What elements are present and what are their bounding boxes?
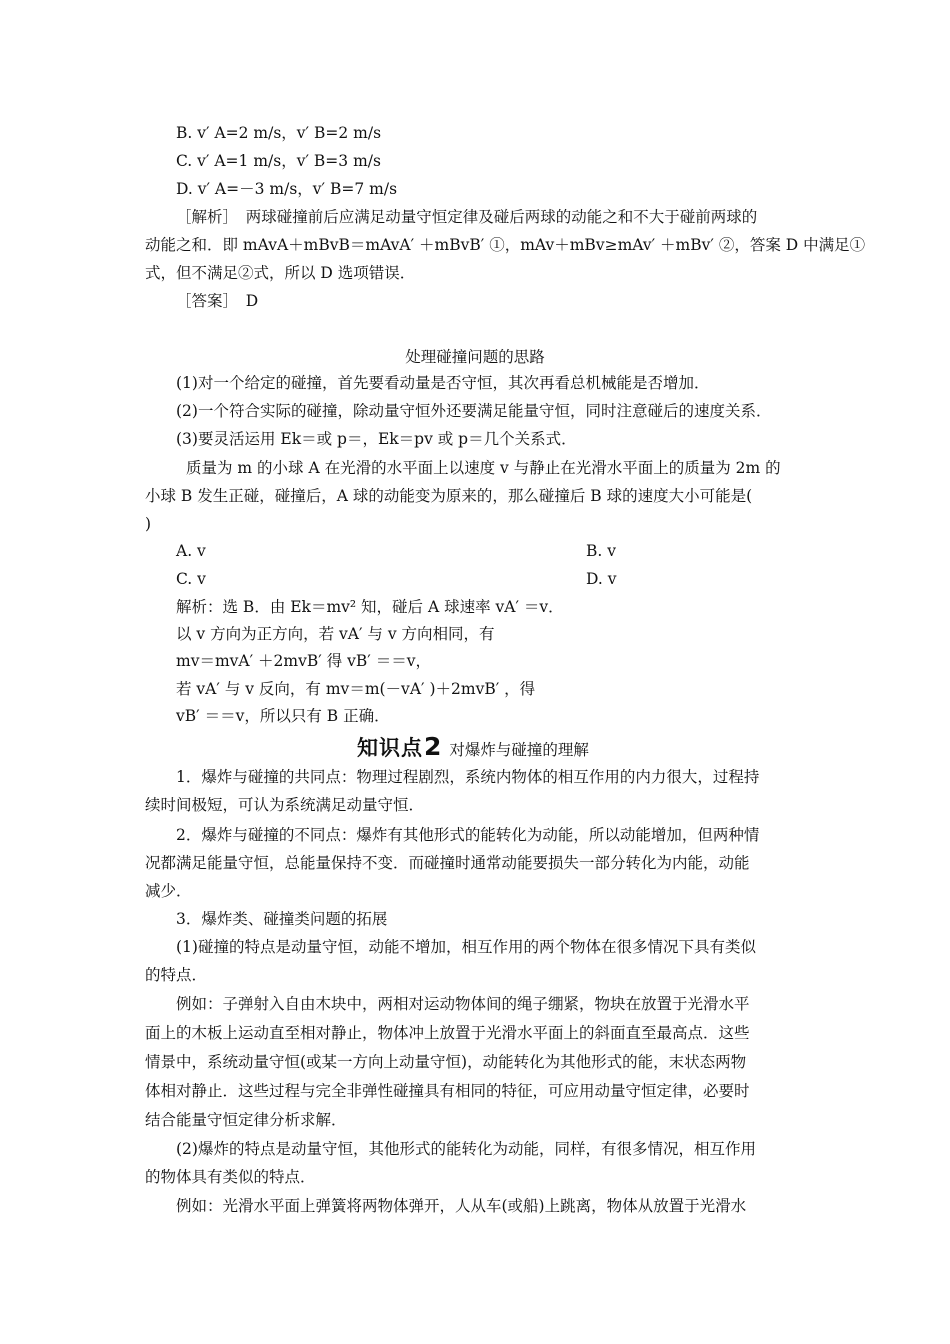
analysis-line: ［解析］ 两球碰撞前后应满足动量守恒定律及碰后两球的动能之和不大于碰前两球的 <box>176 208 758 226</box>
choice-b: B. v <box>586 542 617 560</box>
body-line: 2．爆炸与碰撞的不同点：爆炸有其他形式的能转化为动能，所以动能增加，但两种情 <box>176 826 760 844</box>
choice-c: C. v <box>176 570 206 588</box>
body-line: 例如：子弹射入自由木块中，两相对运动物体间的绳子绷紧，物块在放置于光滑水平 <box>176 995 750 1013</box>
body-line: 减少． <box>145 882 192 900</box>
body-line: 的物体具有类似的特点． <box>145 1168 316 1186</box>
method-item: (1)对一个给定的碰撞，首先要看动量是否守恒，其次再看总机械能是否增加． <box>176 374 710 392</box>
choice-d: D. v <box>586 570 617 588</box>
solution-line: mv＝mvA′ ＋2mvB′ 得 vB′ ＝＝v， <box>176 652 431 670</box>
body-line: 面上的木板上运动直至相对静止，物体冲上放置于光滑水平面上的斜面直至最高点．这些 <box>145 1024 750 1042</box>
body-line: 1．爆炸与碰撞的共同点：物理过程剧烈，系统内物体的相互作用的内力很大，过程持 <box>176 768 760 786</box>
solution-line: vB′ ＝＝v，所以只有 B 正确． <box>176 707 390 725</box>
body-line: 续时间极短，可认为系统满足动量守恒． <box>145 796 425 814</box>
option-d-line: D. v′ A=－3 m/s，v′ B=7 m/s <box>176 180 398 198</box>
section-number: 2 <box>424 732 442 761</box>
solution-line: 解析：选 B．由 Ek＝mv² 知，碰后 A 球速率 vA′ ＝v． <box>176 598 564 616</box>
method-title: 处理碰撞问题的思路 <box>405 348 545 366</box>
body-line: 情景中，系统动量守恒(或某一方向上动量守恒)，动能转化为其他形式的能，末状态两物 <box>145 1053 747 1071</box>
choice-a: A. v <box>176 542 206 560</box>
section-heading <box>357 733 589 764</box>
analysis-line: 动能之和．即 mAvA＋mBvB＝mAvA′ ＋mBvB′ ①，mAv＋mBv≥mAv′ ＋mBv′ ②，答案 D 中满足① <box>145 236 866 254</box>
section-label: 知识点 <box>357 736 423 760</box>
method-item: (3)要灵活运用 Ek＝或 p＝，Ek＝pv 或 p＝几个关系式． <box>176 430 577 448</box>
body-line: 的特点． <box>145 966 208 984</box>
section-title: 对爆炸与碰撞的理解 <box>449 741 589 759</box>
question-line: 质量为 m 的小球 A 在光滑的水平面上以速度 v 与静止在光滑水平面上的质量为 2m 的 <box>186 459 781 477</box>
body-line: 体相对静止．这些过程与完全非弹性碰撞具有相同的特征，可应用动量守恒定律，必要时 <box>145 1082 750 1100</box>
option-c-line: C. v′ A=1 m/s，v′ B=3 m/s <box>176 152 381 170</box>
body-line: 例如：光滑水平面上弹簧将两物体弹开，人从车(或船)上跳离，物体从放置于光滑水 <box>176 1197 747 1215</box>
body-line: 结合能量守恒定律分析求解． <box>145 1111 347 1129</box>
solution-line: 若 vA′ 与 v 反向，有 mv＝m(－vA′ )＋2mvB′ ，得 <box>176 680 536 698</box>
solution-line: 以 v 方向为正方向，若 vA′ 与 v 方向相同，有 <box>176 625 495 643</box>
body-line: (2)爆炸的特点是动量守恒，其他形式的能转化为动能，同样，有很多情况，相互作用 <box>176 1140 756 1158</box>
question-line: 小球 B 发生正碰，碰撞后，A 球的动能变为原来的，那么碰撞后 B 球的速度大小可能是( <box>145 487 753 505</box>
method-item: (2)一个符合实际的碰撞，除动量守恒外还要满足能量守恒，同时注意碰后的速度关系． <box>176 402 772 420</box>
question-line: ) <box>145 515 152 533</box>
analysis-line: 式，但不满足②式，所以 D 选项错误． <box>145 264 416 282</box>
body-line: 况都满足能量守恒，总能量保持不变．而碰撞时通常动能要损失一部分转化为内能，动能 <box>145 854 750 872</box>
option-b-line: B. v′ A=2 m/s，v′ B=2 m/s <box>176 124 382 142</box>
body-line: (1)碰撞的特点是动量守恒，动能不增加，相互作用的两个物体在很多情况下具有类似 <box>176 938 756 956</box>
body-line: 3．爆炸类、碰撞类问题的拓展 <box>176 910 388 928</box>
answer-line: ［答案］ D <box>176 292 259 310</box>
